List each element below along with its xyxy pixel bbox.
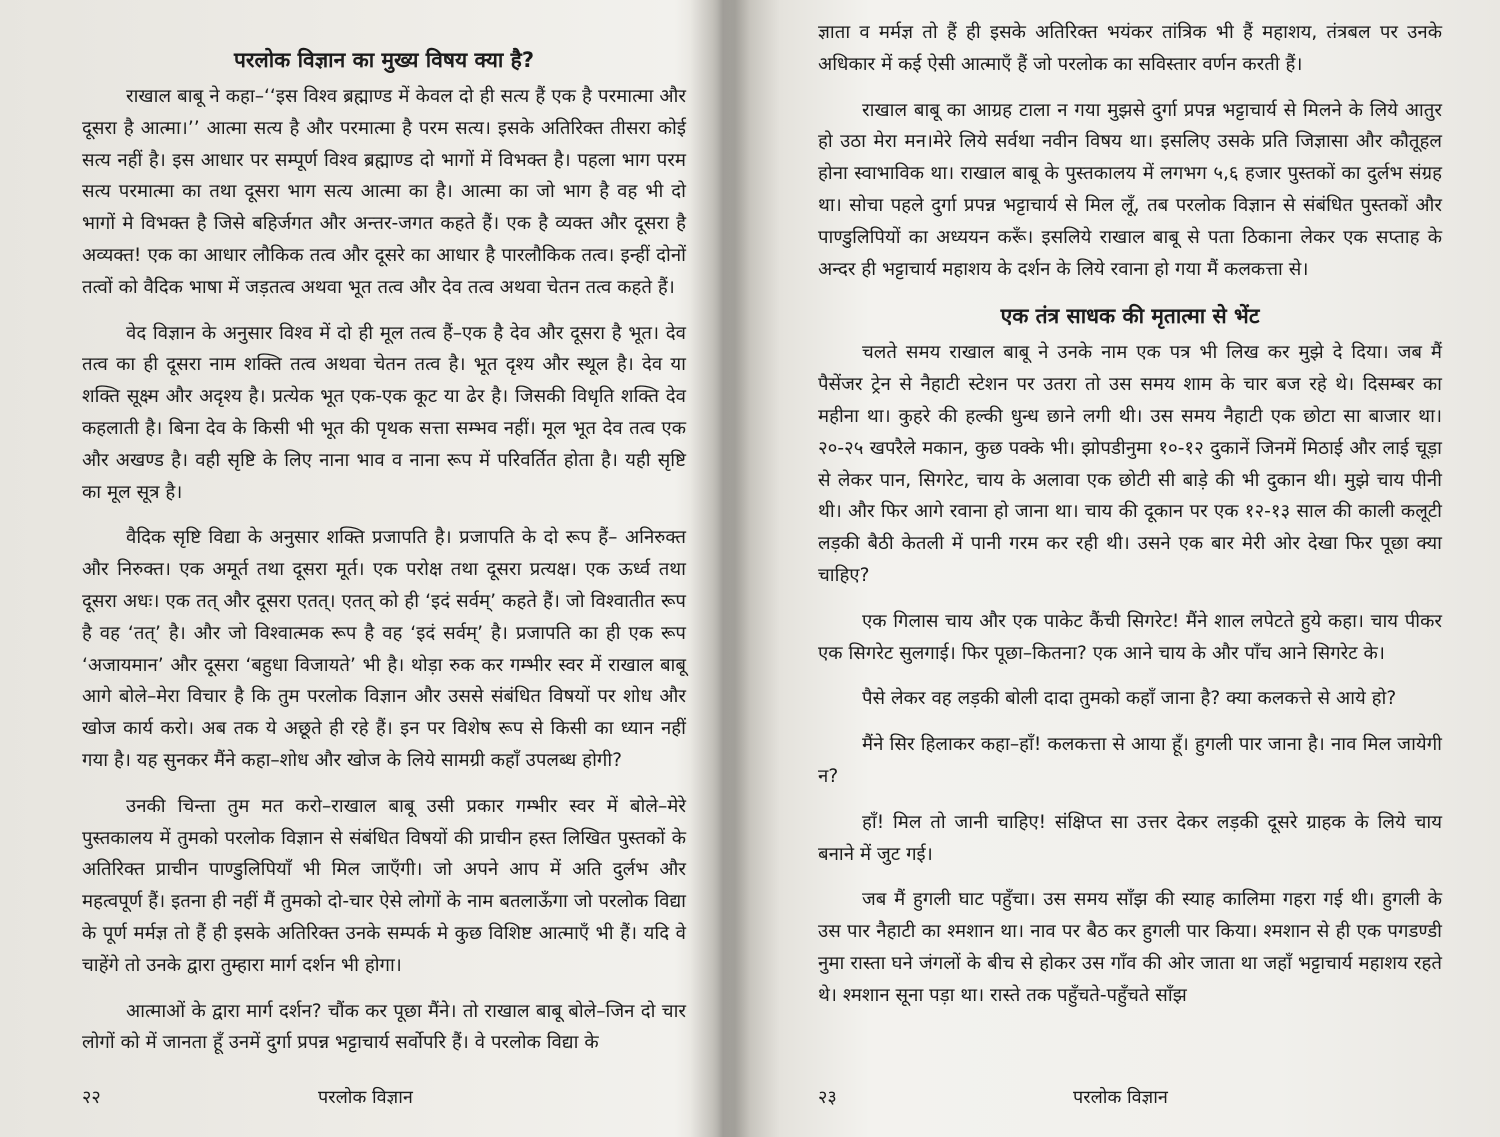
right-page-text [818,17,1442,1026]
paragraph: राखाल बाबू ने कहा–‘‘इस विश्व ब्रह्माण्ड में केवल दो ही सत्य हैं एक है परमात्मा और दूसरा है आत्मा।’’ आत्मा सत्य है और परमात्मा है परम सत्य। इसके अतिरिक्त तीसरा कोई सत्य नहीं है। इस आधार पर सम्पूर्ण विश्व ब्रह्माण्ड दो भागों में विभक्त है। पहला भाग परम सत्य परमात्मा का तथा दूसरा भाग सत्य आत्मा का है। आत्मा का जो भाग है वह भी दो भागों मे विभक्त है जिसे बहिर्जगत और अन्तर-जगत कहते हैं। एक है व्यक्त और दूसरा है अव्यक्त! एक का आधार लौकिक तत्व और दूसरे का आधार है पारलौकिक तत्व। इन्हीं दोनों तत्वों को वैदिक भाषा में जड़तत्व अथवा भूत तत्व और देव तत्व अथवा चेतन तत्व कहते हैं। [82,86,686,298]
paragraph: पैसे लेकर वह लड़की बोली दादा तुमको कहाँ जाना है? क्या कलकत्ते से आये हो? [862,688,1397,710]
running-title: परलोक विज्ञान [318,1087,413,1108]
paragraph: उनकी चिन्ता तुम मत करो–राखाल बाबू उसी प्रकार गम्भीर स्वर में बोले–मेरे पुस्तकालय में तुमको परलोक विज्ञान से संबंधित विषयों की प्राचीन हस्त लिखित पुस्तकों के अतिरिक्त प्राचीन पाण्डुलिपियाँ भी मिल जाएँगी। जो अपने आप में अति दुर्लभ और महत्वपूर्ण हैं। इतना ही नहीं मैं तुमको दो-चार ऐसे लोगों के नाम बतलाऊँगा जो परलोक विद्या के पूर्ण मर्मज्ञ तो हैं ही इसके अतिरिक्त उनके सम्पर्क मे कुछ विशिष्ट आत्माएँ भी हैं। यदि वे चाहेंगे तो उनके द्वारा तुम्हारा मार्ग दर्शन भी होगा। [82,795,686,976]
page-number: २२ [82,1087,101,1108]
section-heading: परलोक विज्ञान का मुख्य विषय क्या है? [233,48,535,72]
section-heading: एक तंत्र साधक की मृतात्मा से भेंट [1000,304,1260,329]
paragraph: चलते समय राखाल बाबू ने उनके नाम एक पत्र भी लिख कर मुझे दे दिया। जब मैं पैसेंजर ट्रेन से नैहाटी स्टेशन पर उतरा तो उस समय शाम के चार बज रहे थे। दिसम्बर का महीना था। कुहरे की हल्की धुन्ध छाने लगी थी। उस समय नैहाटी एक छोटा सा बाजार था। २०-२५ खपरैले मकान, कुछ पक्के भी। झोपडीनुमा १०-१२ दुकानें जिनमें मिठाई और लाई चूड़ा से लेकर पान, सिगरेट, चाय के अलावा एक छोटी सी बाड़े की भी दुकान थी। मुझे चाय पीनी थी। और फिर आगे रवाना हो जाना था। चाय की दूकान पर एक १२-१३ साल की काली कलूटी लड़की बैठी केतली में पानी गरम कर रही थी। उसने एक बार मेरी ओर देखा फिर पूछा क्या चाहिए? [818,342,1442,586]
page-number: २३ [818,1087,837,1108]
paragraph: मैंने सिर हिलाकर कहा–हाँ! कलकत्ता से आया हूँ। हुगली पार जाना है। नाव मिल जायेगी न? [818,734,1442,787]
paragraph: ज्ञाता व मर्मज्ञ तो हैं ही इसके अतिरिक्त भयंकर तांत्रिक भी हैं महाशय, तंत्रबल पर उनके अधिकार में कई ऐसी आत्माएँ हैं जो परलोक का सविस्तार वर्णन करती हैं। [818,22,1442,75]
paragraph: एक गिलास चाय और एक पाकेट कैंची सिगरेट! मैंने शाल लपेटते हुये कहा। चाय पीकर एक सिगरेट सुलगाई। फिर पूछा–कितना? एक आने चाय के और पाँच आने सिगरेट के। [818,610,1442,664]
paragraph: हाँ! मिल तो जानी चाहिए! संक्षिप्त सा उत्तर देकर लड़की दूसरे ग्राहक के लिये चाय बनाने में जुट गई। [818,811,1442,865]
left-page [0,0,720,1137]
right-page [740,0,1500,1137]
paragraph: जब मैं हुगली घाट पहुँचा। उस समय साँझ की स्याह कालिमा गहरा गई थी। हुगली के उस पार नैहाटी का श्मशान था। नाव पर बैठ कर हुगली पार किया। श्मशान से ही एक पगडण्डी नुमा रास्ता घने जंगलों के बीच से होकर उस गाँव की ओर जाता था जहाँ भट्टाचार्य महाशय रहते थे। श्मशान सूना पड़ा था। रास्ते तक पहुँचते-पहुँचते साँझ [818,889,1442,1006]
running-title: परलोक विज्ञान [1073,1087,1168,1108]
paragraph: राखाल बाबू का आग्रह टाला न गया मुझसे दुर्गा प्रपन्न भट्टाचार्य से मिलने के लिये आतुर हो उठा मेरा मन।मेरे लिये सर्वथा नवीन विषय था। इसलिए उसके प्रति जिज्ञासा और कौतूहल होना स्वाभाविक था। राखाल बाबू के पुस्तकालय में लगभग ५,६ हजार पुस्तकों का दुर्लभ संग्रह था। सोचा पहले दुर्गा प्रपन्न भट्टाचार्य से मिल लूँ, तब परलोक विज्ञान से संबंधित पुस्तकों और पाण्डुलिपियों का अध्ययन करूँ। इसलिये राखाल बाबू से पता ठिकाना लेकर एक सप्ताह के अन्दर ही भट्टाचार्य महाशय के दर्शन के लिये रवाना हो गया मैं कलकत्ता से। [818,99,1442,280]
paragraph: आत्माओं के द्वारा मार्ग दर्शन? चौंक कर पूछा मैंने। तो राखाल बाबू बोले–जिन दो चार लोगों को में जानता हूँ उनमें दुर्गा प्रपन्न भट्टाचार्य सर्वोपरि हैं। वे परलोक विद्या के [82,1000,686,1054]
left-page-text [82,43,686,1073]
paragraph: वेद विज्ञान के अनुसार विश्व में दो ही मूल तत्व हैं–एक है देव और दूसरा है भूत। देव तत्व का ही दूसरा नाम शक्ति तत्व अथवा चेतन तत्व है। भूत दृश्य और स्थूल है। देव या शक्ति सूक्ष्म और अदृश्य है। प्रत्येक भूत एक-एक कूट या ढेर है। जिसकी विधृति शक्ति देव कहलाती है। बिना देव के किसी भी भूत की पृथक सत्ता सम्भव नहीं। मूल भूत देव तत्व एक और अखण्ड है। वही सृष्टि के लिए नाना भाव व नाना रूप में परिवर्तित होता है। यही सृष्टि का मूल सूत्र है। [82,322,686,503]
paragraph: वैदिक सृष्टि विद्या के अनुसार शक्ति प्रजापति है। प्रजापति के दो रूप हैं– अनिरुक्त और निरुक्त। एक अमूर्त तथा दूसरा मूर्त। एक परोक्ष तथा दूसरा प्रत्यक्ष। एक ऊर्ध्व तथा दूसरा अधः। एक तत् और दूसरा एतत्। एतत् को ही ‘इदं सर्वम्’ कहते हैं। जो विश्वातीत रूप है वह ‘तत्’ है। और जो विश्वात्मक रूप है वह ‘इदं सर्वम्’ है। प्रजापति का ही एक रूप ‘अजायमान’ और दूसरा ‘बहुधा विजायते’ भी है। थोड़ा रुक कर गम्भीर स्वर में राखाल बाबू आगे बोले–मेरा विचार है कि तुम परलोक विज्ञान और उससे संबंधित विषयों पर शोध और खोज कार्य करो। अब तक ये अछूते ही रहे हैं। इन पर विशेष रूप से किसी का ध्यान नहीं गया है। यह सुनकर मैंने कहा–शोध और खोज के लिये सामग्री कहाँ उपलब्ध होगी? [82,527,686,771]
